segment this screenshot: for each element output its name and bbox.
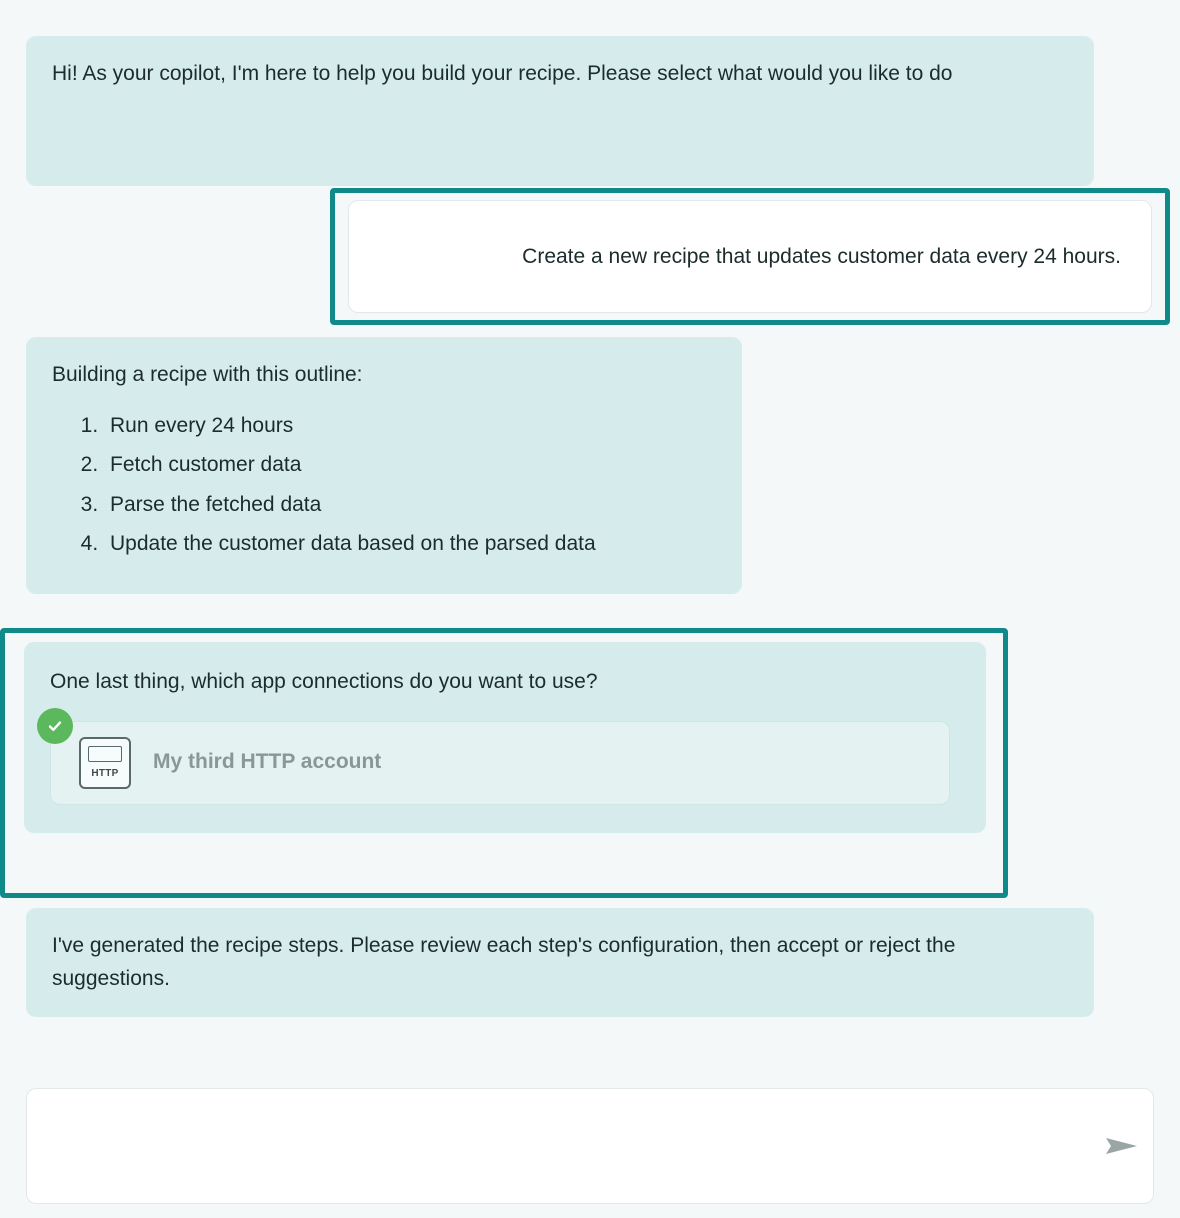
user-message-text: Create a new recipe that updates customer data every 24 hours.: [522, 244, 1121, 268]
send-button[interactable]: [1091, 1089, 1153, 1203]
http-document-icon: [79, 737, 131, 789]
list-item: 3. Parse the fetched data: [104, 489, 716, 522]
http-icon-label: HTTP: [91, 768, 119, 780]
assistant-message-outline: [26, 337, 742, 594]
connection-option-card[interactable]: [50, 721, 950, 805]
message-composer[interactable]: [26, 1088, 1154, 1204]
send-paper-plane-icon: [1105, 1135, 1139, 1157]
connection-name: My third HTTP account: [153, 750, 382, 774]
assistant-message-greeting: [26, 36, 1094, 186]
recipe-outline-list: [52, 410, 716, 561]
assistant-message-connections: [24, 642, 986, 833]
list-item: 2. Fetch customer data: [104, 449, 716, 482]
connections-prompt-text: One last thing, which app connections do you want to use?: [50, 670, 598, 693]
assistant-message-text: I've generated the recipe steps. Please review each step's configuration, then accept or reject the suggestions.: [52, 934, 956, 990]
assistant-message-generated: [26, 908, 1094, 1017]
message-input[interactable]: [27, 1089, 1091, 1203]
outline-intro-text: Building a recipe with this outline:: [52, 363, 363, 386]
user-message: [348, 200, 1152, 313]
list-item: 4. Update the customer data based on the parsed data: [104, 528, 716, 561]
assistant-message-text: Hi! As your copilot, I'm here to help you build your recipe. Please select what would you like to do: [52, 62, 953, 85]
checkmark-icon: [37, 708, 73, 744]
list-item: 1. Run every 24 hours: [104, 410, 716, 443]
